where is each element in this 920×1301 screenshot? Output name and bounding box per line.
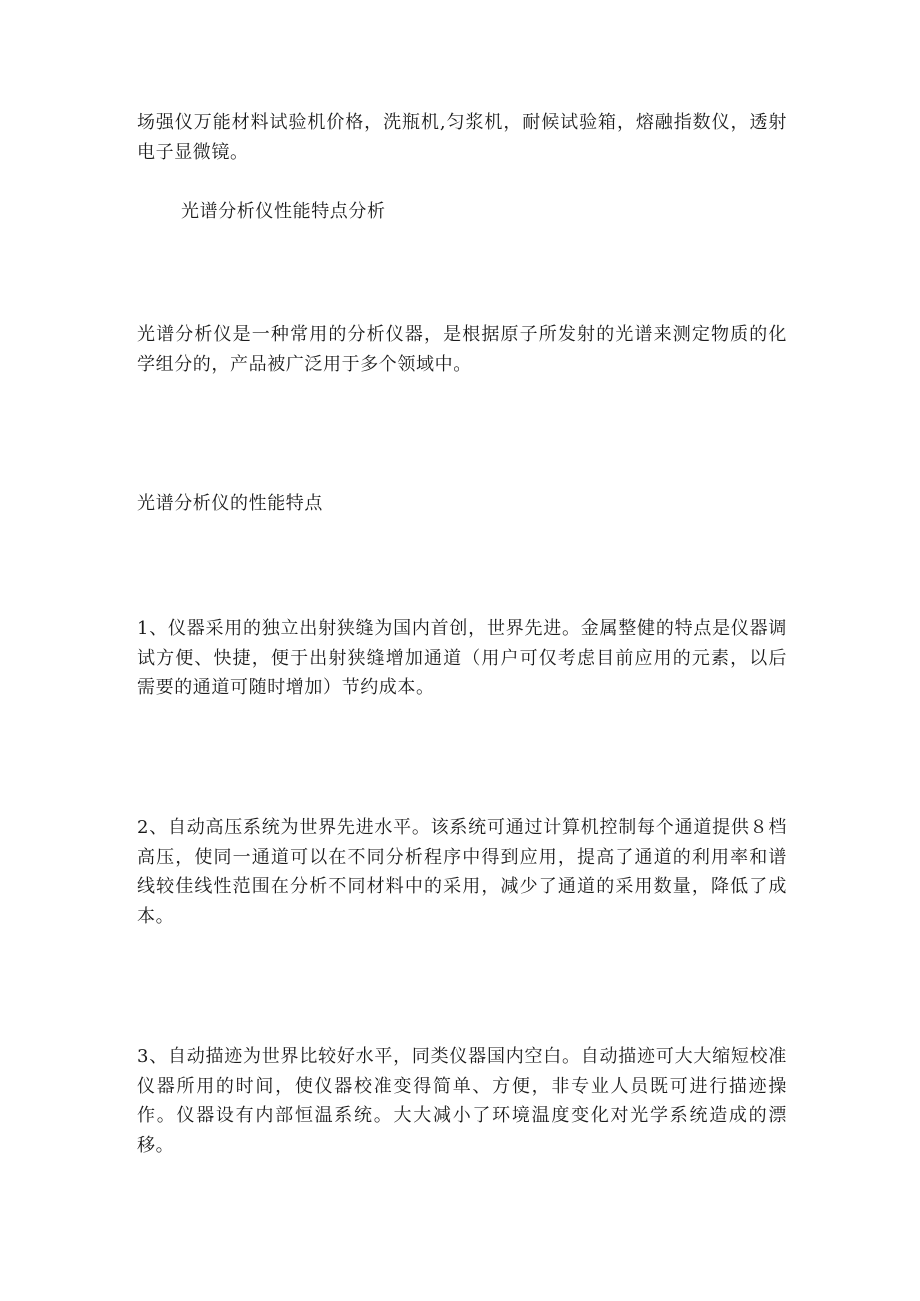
definition-paragraph: 光谱分析仪是一种常用的分析仪器，是根据原子所发射的光谱来测定物质的化学组分的，产品被广泛用于多个领域中。 bbox=[137, 324, 787, 375]
feature-point-2: 2、自动高压系统为世界先进水平。该系统可通过计算机控制每个通道提供８档高压，使同一通道可以在不同分析程序中得到应用，提高了通道的利用率和谱线较佳线性范围在分析不同材料中的采用，减少了通道的采用数量，降低了成本。 bbox=[137, 817, 787, 927]
feature-point-1: 1、仪器采用的独立出射狭缝为国内首创，世界先进。金属整健的特点是仪器调试方便、快捷，便于出射狭缝增加通道（用户可仅考虑目前应用的元素，以后需要的通道可随时增加）节约成本。 bbox=[137, 618, 787, 698]
document-title: 光谱分析仪性能特点分析 bbox=[181, 201, 386, 222]
feature-point-3: 3、自动描迹为世界比较好水平，同类仪器国内空白。自动描迹可大大缩短校准仪器所用的时间，使仪器校准变得简单、方便，非专业人员既可进行描迹操作。仪器设有内部恒温系统。大大减小了环境温度变化对光学系统造成的漂移。 bbox=[137, 1046, 787, 1156]
intro-paragraph: 场强仪万能材料试验机价格，洗瓶机,匀浆机，耐候试验箱，熔融指数仪，透射电子显微镜。 bbox=[137, 112, 787, 163]
section-heading: 光谱分析仪的性能特点 bbox=[137, 493, 323, 514]
